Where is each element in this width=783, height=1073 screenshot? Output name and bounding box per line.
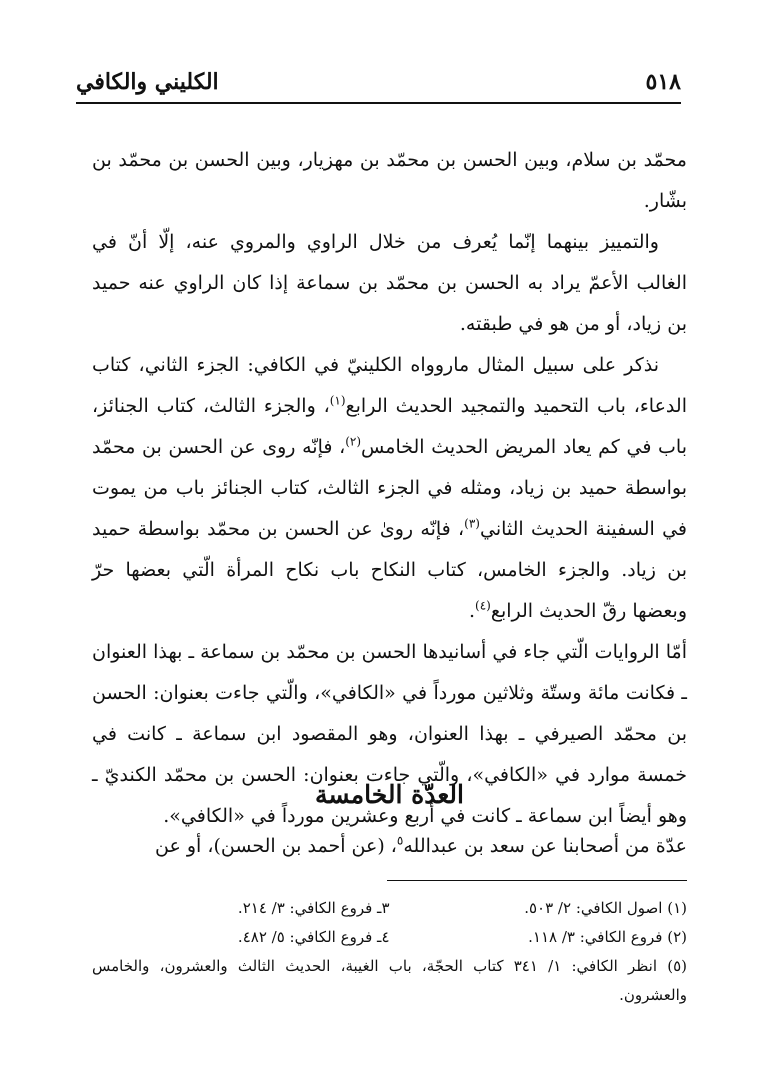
text-run: ، (عن أحمد بن الحسن)، أو عن	[155, 835, 397, 857]
footnote-1: (١) اصول الكافي: ٢/ ٥٠٣.	[524, 899, 687, 917]
footnote-ref[interactable]: ٥	[396, 833, 404, 848]
text-run: ، والجزء الثالث، كتاب الجنائز، باب في كم يعاد المريض الحديث الخامس	[92, 395, 688, 458]
text-run: عدّة من أصحابنا عن سعد بن عبدالله	[403, 835, 687, 857]
footnote-row	[92, 923, 687, 952]
text-run: نذكر على سبيل المثال ماروواه الكلينيّ في الكافي: الجزء الثاني، كتاب الدعاء، باب التحميد والتمجيد الحديث الرابع	[92, 354, 687, 417]
footnote-3: ٣ـ فروع الكافي: ٣/ ٢١٤.	[237, 899, 390, 917]
paragraph	[92, 826, 687, 867]
footnote-5: (٥) انظر الكافي: ١/ ٣٤١ كتاب الحجّة، باب الغيبة، الحديث الثالث والعشرون، والخامس والعشرون.	[92, 957, 687, 1004]
main-text	[92, 140, 687, 837]
text-run: .	[468, 600, 475, 622]
footnote-divider	[387, 880, 687, 881]
section-heading: العدّة الخامسة	[315, 780, 464, 809]
text-run: ، فإنّه رویٰ عن الحسن بن محمّد بواسطة حميد بن زياد. والجزء الخامس، كتاب النكاح باب نكاح المرأة الّتي بعضها حرّ وبعضها رقّ الحديث الرابع	[92, 518, 687, 622]
footnotes	[92, 894, 687, 1010]
footnote-ref[interactable]: (٢)	[345, 434, 362, 449]
page-number: ٥١٨	[645, 69, 681, 95]
paragraph: والتمييز بينهما إنّما يُعرف من خلال الراوي والمروي عنه، إلّا أنّ في الغالب الأعمّ يراد به الحسن بن محمّد بن سماعة إذا كان الراوي عنه حميد بن زياد، أو من هو في طبقته.	[92, 231, 687, 335]
footnote-2: (٢) فروع الكافي: ٣/ ١١٨.	[528, 928, 687, 946]
footnote-4: ٤ـ فروع الكافي: ٥/ ٤٨٢.	[237, 928, 390, 946]
text-run: ، فإنّه روى عن الحسن بن محمّد بواسطة حميد بن زياد، ومثله في الجزء الثالث، كتاب الجنائز باب من يموت في السفينة الحديث الثاني	[92, 436, 687, 540]
footnote-ref[interactable]: (٣)	[464, 516, 480, 531]
page-title: الكليني والكافي	[76, 69, 219, 95]
footnote-row	[92, 894, 687, 923]
section-text	[92, 826, 687, 867]
running-header	[76, 62, 681, 104]
footnote-ref[interactable]: (٤)	[475, 598, 491, 613]
paragraph: محمّد بن سلام، وبين الحسن بن محمّد بن مهزيار، وبين الحسن بن محمّد بن بشّار.	[92, 149, 687, 212]
paragraph: أمّا الروايات الّتي جاء في أسانيدها الحسن بن محمّد بن سماعة ـ بهذا العنوان ـ فكانت مائة وستّة وثلاثين مورداً في «الكافي»، والّتي جاءت بعنوان: الحسن بن محمّد الصيرفي ـ بهذا العنوان، وهو المقصود ابن سماعة ـ كانت في خمسة موارد في «الكافي»، والّتي جاءت بعنوان: الحسن بن محمّد الكنديّ ـ وهو أيضاً ابن سماعة ـ كانت في أربع وعشرين مورداً في «الكافي».	[92, 641, 687, 827]
paragraph	[92, 345, 687, 632]
footnote-ref[interactable]: (١)	[329, 393, 346, 408]
